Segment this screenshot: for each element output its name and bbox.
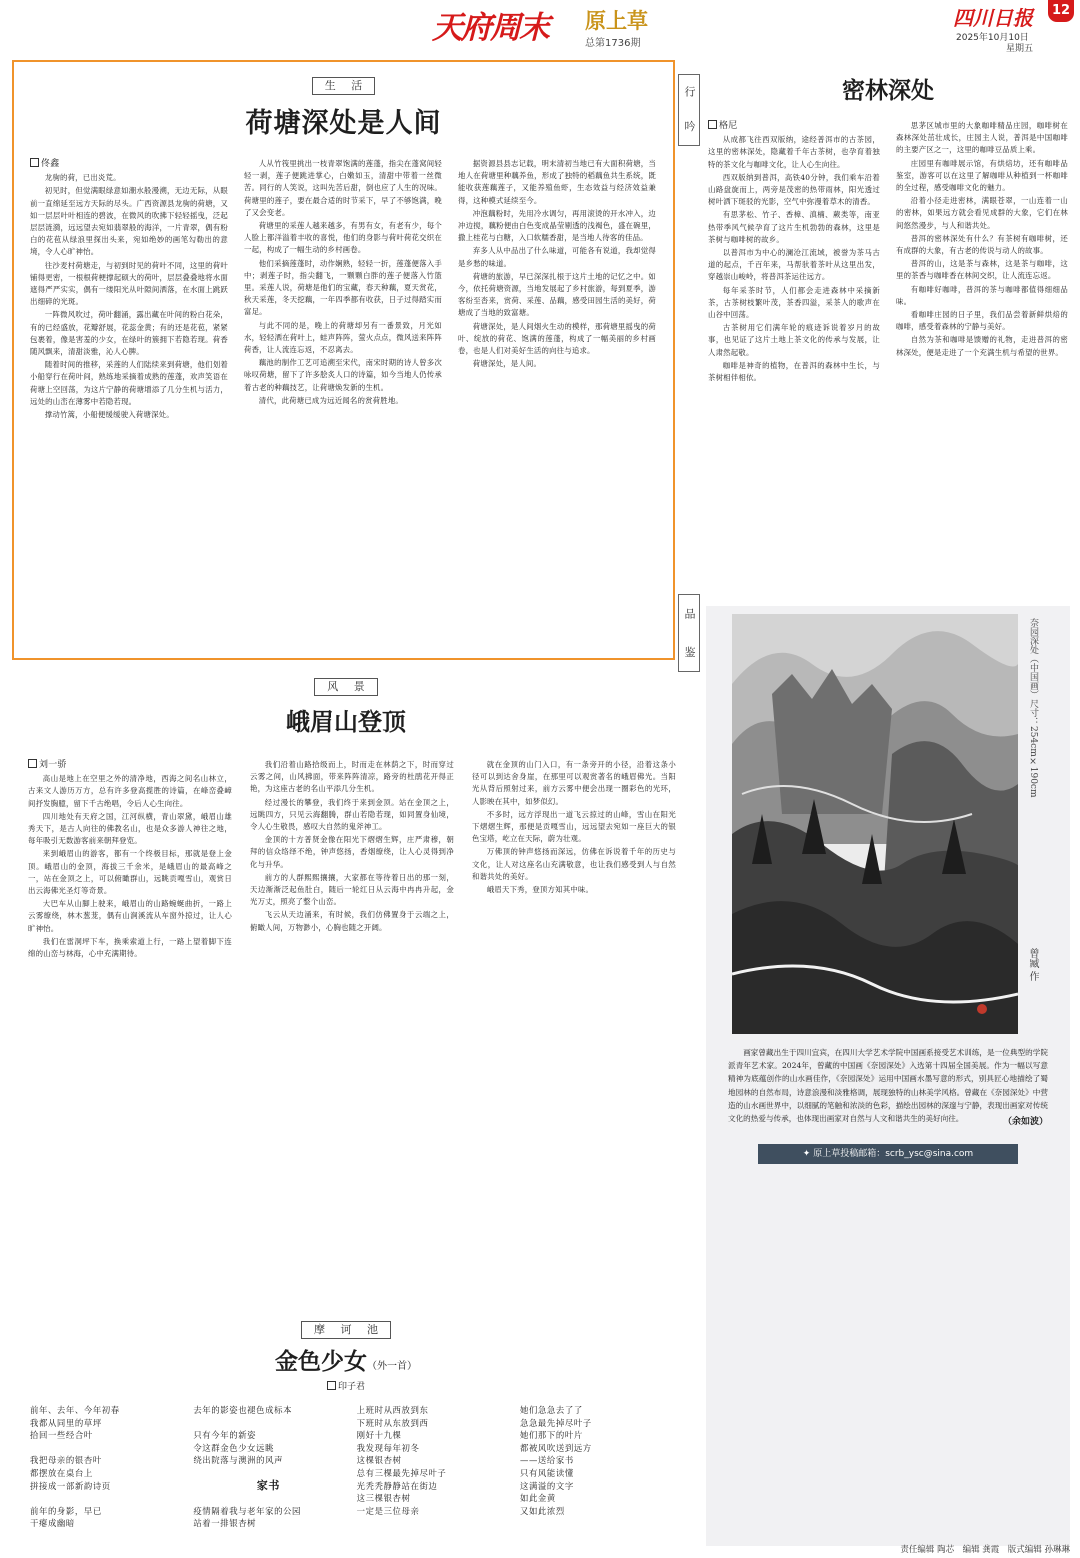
poem-line: 前年的身影，早已 — [30, 1505, 102, 1516]
poem-line: 这三棵银杏树 — [356, 1493, 411, 1504]
paragraph: 来到峨眉山的游客，都有一个终极目标，那就是登上金顶。峨眉山的金顶，海拔三千余米，是峨眉山的最高峰之一，站在金顶之上，可以俯瞰群山，远眺贡嘎雪山，观赏日出云海佛光圣灯等奇景。 — [28, 849, 232, 896]
poem-line: 她们急急去了了 — [519, 1405, 583, 1415]
paragraph: 峨眉天下秀，登顶方知其中味。 — [486, 885, 594, 895]
paragraph: 有咖啡好咖啡，普洱的茶与咖啡都值得细细品味。 — [896, 284, 1068, 306]
paragraph: 思茅区城市里的大象咖啡精品庄园，咖啡树在森林深处茁壮成长，庄园主人说，普洱是中国咖啡的主要产区之一，这里的咖啡豆品质上乘。 — [896, 121, 1068, 155]
article-emei-summit — [16, 675, 676, 1295]
paragraph: 四川地处有天府之国，江河纵横，青山翠黛，峨眉山雄秀天下，是古人向往的佛教名山，也是众多游人神往之地，每年吸引无数游客前来朝拜登览。 — [28, 811, 232, 846]
paragraph: 前方的人群熙熙攘攘，大家都在等待着日出的那一刻，天边渐渐泛起鱼肚白，随后一轮红日从云海中冉冉升起，金光万丈，照亮了整个山峦。 — [250, 872, 454, 907]
painter-signature: 曾臧 作 — [1027, 948, 1038, 982]
poem-line — [193, 1467, 343, 1480]
paragraph: 冲泡藕粉时，先用冷水调匀，再用滚烫的开水冲入，边冲边搅，藕粉便由白色变成晶莹剔透的浅褐色，盛在碗里，撒上桂花与白糖，入口软糯香甜，是当地人待客的佳品。 — [458, 208, 656, 243]
masthead — [0, 0, 1080, 56]
poem-line: 干瘪成幽暗 — [30, 1518, 75, 1529]
column-tag-scenery: 风 景 — [314, 678, 378, 696]
poem-line: 拾回一些经合叶 — [30, 1430, 93, 1441]
poem-line: 刚好十九棵 — [356, 1430, 402, 1441]
page-number-badge: 12 — [1048, 0, 1074, 22]
poem-title: 金色少女 — [275, 1348, 367, 1375]
poem-line: 都摆放在桌台上 — [30, 1467, 93, 1478]
paragraph: 我们在雷洞坪下车，换乘索道上行，一路上望着脚下连绵的山峦与林海，心中充满期待。 — [28, 936, 232, 959]
reviewer-name: （余如波） — [1002, 1117, 1048, 1128]
poem-line: 去年的影姿也褪色成标本 — [193, 1405, 293, 1415]
paragraph: 西双版纳到普洱，高铁40分钟，我们乘车沿着山路盘旋而上，两旁是茂密的热带雨林，阳光透过树叶洒下斑驳的光影，空气中弥漫着草木的清香。 — [708, 172, 880, 207]
article-column-1 — [708, 120, 880, 596]
poem-line — [30, 1492, 180, 1505]
paragraph: 看咖啡庄园的日子里，我们品尝着新鲜烘焙的咖啡，感受着森林的宁静与美好。 — [896, 310, 1068, 332]
paragraph: 荷塘深处，是人间烟火生动的模样，那荷塘里摇曳的荷叶、绽放的荷花、饱满的莲蓬，构成了一幅美丽的乡村画卷，也是人们对美好生活的向往与追求。 — [458, 321, 656, 356]
paragraph: 普洱的密林深处有什么？有茶树有咖啡树，还有成群的大象，有古老的传说与动人的故事。 — [896, 233, 1068, 256]
paragraph: 荷塘深处，是人间。 — [472, 359, 542, 369]
column-tag-life: 生 活 — [312, 77, 376, 95]
paragraph: 就在金顶的山门入口，有一条旁开的小径，沿着这条小径可以到达舍身崖，在那里可以观赏著名的峨眉佛光。当阳光从背后照射过来，前方云雾中便会出现一圈彩色的光环，人影映在其中，如梦似幻。 — [472, 760, 676, 806]
paragraphs — [30, 172, 228, 421]
article-lotus-pond — [12, 60, 675, 660]
paragraph: 荷塘的旅游，早已深深扎根于这片土地的记忆之中。如今，依托荷塘资源，当地发展起了乡村旅游，每到夏季，游客纷至沓来，赏荷、采莲、品藕，感受田园生活的美好，荷塘成了当地的致富塘。 — [458, 271, 656, 318]
column-tag-travel: 行 吟 — [678, 74, 700, 146]
paragraph: 随着时间的推移，采莲的人们陆续来到荷塘，他们划着小船穿行在荷叶间，熟练地采摘着成熟的莲蓬，欢声笑语在荷塘上空回荡，为这片宁静的荷塘增添了几分生机与活力，远处的山峦在薄雾中若隐若现。 — [30, 360, 228, 406]
painting-image — [732, 614, 1018, 1034]
paragraph: 每年采茶时节，人们都会走进森林中采摘新茶，古茶树枝繁叶茂，茶香四溢，采茶人的歌声在山谷中回荡。 — [708, 285, 880, 320]
review-text — [728, 1046, 1048, 1129]
poem-subtitle: 家书 — [256, 1478, 280, 1492]
poem-line: 光秃秃静静站在街边 — [356, 1480, 438, 1491]
paragraph: 龙驹的荷，已出炎荒。 — [44, 173, 121, 183]
article-title: 密林深处 — [842, 77, 934, 104]
brand-logo: 天府周末 — [432, 10, 548, 46]
email-icon: ✦ — [802, 1149, 814, 1159]
poem-line: 疫情隔着我与老年家的公园 — [193, 1505, 302, 1516]
paragraph: 我们沿着山路拾级而上，时而走在林荫之下，时而穿过云雾之间，山风拂面，带来阵阵清凉，路旁的杜鹃花开得正艳，为这座古老的名山平添几分生机。 — [250, 760, 454, 794]
paragraphs — [244, 158, 442, 407]
poem-line: 前年、去年、今年初春 — [30, 1405, 120, 1415]
paragraphs — [708, 134, 880, 384]
author-name: 刘一骄 — [28, 759, 232, 771]
paragraph: 以普洱市为中心的澜沧江流域，被誉为茶马古道的起点，千百年来，马帮驮着茶叶从这里出发，穿越崇山峻岭，将普洱茶运往远方。 — [708, 248, 880, 282]
poem-line: 下班时从东放到西 — [356, 1417, 429, 1428]
poem-line: 这棵银杏树 — [356, 1455, 402, 1466]
poems-section — [16, 1318, 676, 1558]
painting-review — [706, 606, 1070, 1546]
poem-column-3 — [357, 1404, 507, 1554]
poem-title-suffix: （外一首） — [367, 1361, 417, 1372]
poem-line: 上班时从西放到东 — [356, 1405, 429, 1415]
paragraph: 自然为茶和咖啡是馈赠的礼物，走进普洱的密林深处，便是走进了一个充满生机与希望的世界。 — [896, 335, 1068, 357]
paragraph: 有思茅松、竹子、香樟、滇楠、蕨类等，南亚热带季风气候孕育了这片生机勃勃的森林，这里是茶树与咖啡树的故乡。 — [708, 210, 880, 244]
paragraph: 荷塘里的采莲人越来越多，有男有女，有老有少，每个人脸上都洋溢着丰收的喜悦，他们的身影与荷叶荷花交织在一起，构成了一幅生动的乡村画卷。 — [244, 221, 442, 255]
paragraph: 高山是地上在空里之外的清净地，西海之间名山林立，古来文人游历万方，总有许多登高揽胜的诗篇，在峰峦叠嶂间抒发胸臆，留下千古绝唱，令后人心生向往。 — [28, 774, 232, 808]
author-name: 佟鑫 — [30, 158, 228, 170]
article-column-2 — [244, 158, 442, 652]
paragraph: 一阵微风吹过，荷叶翻涌，露出藏在叶间的粉白花朵，有的已经盛放，花瓣舒展，花蕊金黄；有的还是花苞，紧紧包裹着，像是害羞的少女，在绿叶的簇拥下若隐若现。荷香随风飘来，清甜淡雅，沁人心脾。 — [30, 310, 228, 357]
poem-line: 都被风吹送到远方 — [519, 1442, 592, 1453]
issue-number: 总第1736期 — [585, 38, 641, 49]
issue-date: 2025年10月10日 — [956, 33, 1029, 43]
column-tag-appreciation: 品 鉴 — [678, 594, 700, 672]
poem-line — [193, 1492, 343, 1505]
paragraph: 藕池的制作工艺可追溯至宋代，南宋时期的诗人曾多次咏叹荷塘，留下了许多脍炙人口的诗篇，如今当地人仍传承着古老的种藕技艺，让荷塘焕发新的生机。 — [244, 358, 442, 392]
paragraph: 金顶的十方普贤金像在阳光下熠熠生辉，庄严肃穆，朝拜的信众络绎不绝，钟声悠扬，香烟缭绕，让人心灵得到净化与升华。 — [250, 835, 454, 869]
paragraph: 咖啡是神奇的植物，在普洱的森林中生长，与茶树相伴相依。 — [708, 360, 880, 383]
paragraph: 普洱的山，这是茶与森林，这是茶与咖啡，这里的茶香与咖啡香在林间交织，让人流连忘返。 — [896, 259, 1068, 281]
paragraphs — [896, 120, 1068, 359]
footer-editors: 责任编辑 陶芯 编辑 龚霞 版式编辑 孙琳琳 — [900, 1545, 1070, 1555]
poem-line: 只有风能读懂 — [519, 1467, 574, 1478]
paragraph: 清代，此荷塘已成为远近闻名的赏荷胜地。 — [258, 395, 404, 405]
poem-line: ——送给家书 — [519, 1455, 574, 1466]
paragraph: 经过漫长的攀登，我们终于来到金顶。站在金顶之上，远眺四方，只见云海翻腾，群山若隐若现，如同置身仙境，令人心生敬畏，感叹大自然的鬼斧神工。 — [250, 797, 454, 832]
paragraph: 人从竹筏里挑出一枝青翠饱满的莲蓬，指尖在蓬窝间轻轻一剥，莲子便跳进掌心，白嫩如玉，清甜中带着一丝微苦。同行的人笑说，这叫先苦后甜，倒也应了人生的况味。荷塘里的莲子，要在最合适的时节采下，早了不够饱满，晚了又会变老。 — [244, 159, 442, 217]
paragraph: 弃多人从中品出了什么味道，可能各有说道，我却觉得是乡愁的味道。 — [458, 246, 656, 268]
author-name: 格尼 — [708, 120, 880, 132]
poem-line: 我都从同里的草坪 — [30, 1417, 102, 1428]
article-column-3 — [458, 158, 656, 652]
issue-weekday: 星期五 — [1006, 44, 1034, 54]
poem-column-4 — [520, 1404, 670, 1554]
article-title: 荷塘深处是人间 — [245, 108, 442, 139]
article-column-1 — [30, 158, 228, 652]
paragraph: 初见时，但觉满眼绿意如潮水般漫溯，无边无际，从眼前一直绵延至远方天际的尽头。广西资源县龙驹的荷塘，又如一层层叶叶相连的碧波，在微风的吹拂下轻轻摇曳，泛起层层涟漪，远远望去宛如翡翠般的海洋，一片青翠，偶有粉白的花苞从绿浪里探出头来，宛如绝妙的画笔勾勒出的意境，令人心旷神怡。 — [30, 186, 228, 257]
paragraphs — [28, 773, 232, 960]
paragraph: 庄园里有咖啡展示馆，有烘焙坊，还有咖啡品鉴室，游客可以在这里了解咖啡从种植到一杯咖啡的全过程，感受咖啡文化的魅力。 — [896, 158, 1068, 193]
poem-line: 令这群金色少女远眺 — [193, 1442, 275, 1453]
paragraph: 据资源县县志记载，明末清初当地已有大面积荷塘，当地人在荷塘里种藕养鱼，形成了独特的稻藕鱼共生系统，既能收获莲藕莲子，又能养殖鱼虾，生态效益与经济效益兼得，这种模式延续至今。 — [458, 159, 656, 205]
paragraph: 沿着小径走进密林，满眼苍翠，一山连着一山的密林，如果远方就会看见成群的大象，它们在林间悠然漫步，与人和谐共处。 — [896, 196, 1068, 230]
paragraph: 从成都飞往西双版纳，途经普洱市的古茶园，这里的密林深处，隐藏着千年古茶树，也孕育着独特的茶文化与咖啡文化，让人心生向往。 — [708, 135, 880, 169]
poem-line: 我发现每年初冬 — [356, 1442, 420, 1453]
paragraphs — [250, 759, 454, 934]
article-column-3 — [472, 759, 676, 1275]
poem-line: 总有三棵最先掉尽叶子 — [356, 1467, 447, 1478]
poem-line: 又如此浓烈 — [519, 1505, 565, 1516]
article-column-2 — [250, 759, 454, 1275]
poem-line: 只有今年的新姿 — [193, 1430, 257, 1441]
paragraph: 万佛顶的钟声悠扬而深远，仿佛在诉说着千年的历史与文化，让人对这座名山充满敬意，也让我们感受到人与自然和谐共处的美好。 — [472, 847, 676, 881]
poem-column-1 — [30, 1404, 180, 1554]
painting-caption: 奈园深处（中国画）尺寸：254cm×190cm — [1028, 618, 1038, 798]
poem-line: 拼接成一部新韵诗页 — [30, 1480, 111, 1491]
poem-line: 如此金黄 — [519, 1493, 556, 1504]
paragraph: 不多时，远方浮现出一道飞云掠过的山峰，雪山在阳光下熠熠生辉，那便是贡嘎雪山，远远望去宛如一座巨大的银色宝塔，屹立在天际，蔚为壮观。 — [472, 809, 676, 844]
review-body: 画家曾藏出生于四川宜宾，在四川大学艺术学院中国画系接受艺术训练，是一位典型的学院派青年艺术家。2024年，曾藏的中国画《奈园深处》入选第十四届全国美展。作为一幅以写意精神为底蕴创作的山水画佳作，《奈园深处》运用中国画水墨写意的形式，别具匠心地描绘了蜀地园林的自然布局，诗意浪漫和淡雅格调，展现独特的山林美学风格。曾藏在《奈园深处》中营造的山水画世界中，以细腻的笔触和浓淡的色彩，描绘出园林的深邃与宁静，表现出画家对传统文化的热爱与传承，也体现出画家对自然与人文和谐共生的美好向往。 — [728, 1048, 1048, 1124]
ink-landscape-painting — [732, 614, 1018, 1034]
poem-line: 这满溢的文字 — [519, 1480, 574, 1491]
paragraphs — [472, 759, 676, 896]
poem-line — [193, 1417, 343, 1430]
paper-logo: 四川日报 — [953, 6, 1033, 30]
contact-banner — [758, 1144, 1018, 1164]
article-column-2 — [896, 120, 1068, 596]
poem-column-2 — [193, 1404, 343, 1554]
article-deep-forest — [708, 60, 1068, 600]
poem-line: 站着一排银杏树 — [193, 1518, 257, 1529]
poem-line: 一定是三位母亲 — [356, 1505, 420, 1516]
column-tag-poetry: 摩 诃 池 — [301, 1321, 391, 1339]
paragraph: 他们采摘莲蓬时，动作娴熟，轻轻一折，莲蓬便落入手中；剥莲子时，指尖翻飞，一颗颗白胖的莲子便落入竹篮里。采莲人说，荷塘是他们的宝藏，春天种藕，夏天赏花，秋天采莲，冬天挖藕，一年四季都有收获，日子过得踏实而富足。 — [244, 258, 442, 317]
poem-line: 她们那下的叶片 — [519, 1430, 583, 1441]
paragraph: 往沙麦村荷塘走，与初到时见的荷叶不同，这里的荷叶铺得更密，一根根荷梗撑起硕大的荷叶，层层叠叠地将水面遮得严严实实，偶有一缕阳光从叶隙间洒落，在水面上跳跃出细碎的光斑。 — [30, 260, 228, 307]
paragraph: 飞云从天边涌来，有时候，我们仿佛置身于云端之上，俯瞰人间，万物渺小，心胸也随之开阔。 — [250, 910, 454, 932]
poem-line: 绕出院落与澳洲的风声 — [193, 1455, 284, 1466]
article-column-1 — [28, 759, 232, 1275]
paragraphs — [458, 158, 656, 370]
poem-line: 我把母亲的银杏叶 — [30, 1455, 102, 1466]
contact-email[interactable]: 原上草投稿邮箱：scrb_ysc@sina.com — [813, 1149, 974, 1159]
paragraph: 古茶树用它们满年轮的痕迹诉说着岁月的故事，也见证了这片土地上茶文化的传承与发展，让人肃然起敬。 — [708, 323, 880, 357]
poem-line — [30, 1442, 180, 1455]
paragraph: 撑动竹篙，小船便缓缓驶入荷塘深处。 — [44, 410, 174, 420]
paragraph: 大巴车从山脚上驶来，峨眉山的山路蜿蜒曲折，一路上云雾缭绕，林木葱茏，偶有山涧溪流从车窗外掠过，让人心旷神怡。 — [28, 899, 232, 933]
paragraph: 与此不同的是，晚上的荷塘却另有一番景致，月光如水，轻轻洒在荷叶上，蛙声阵阵，萤火点点，微风送来阵阵荷香，让人流连忘返，不忍离去。 — [244, 320, 442, 355]
article-title: 峨眉山登顶 — [286, 707, 406, 736]
poem-line: 急急最先掉尽叶子 — [519, 1417, 592, 1428]
poem-author: 印子君 — [16, 1379, 676, 1392]
section-name: 原上草 — [585, 9, 648, 33]
